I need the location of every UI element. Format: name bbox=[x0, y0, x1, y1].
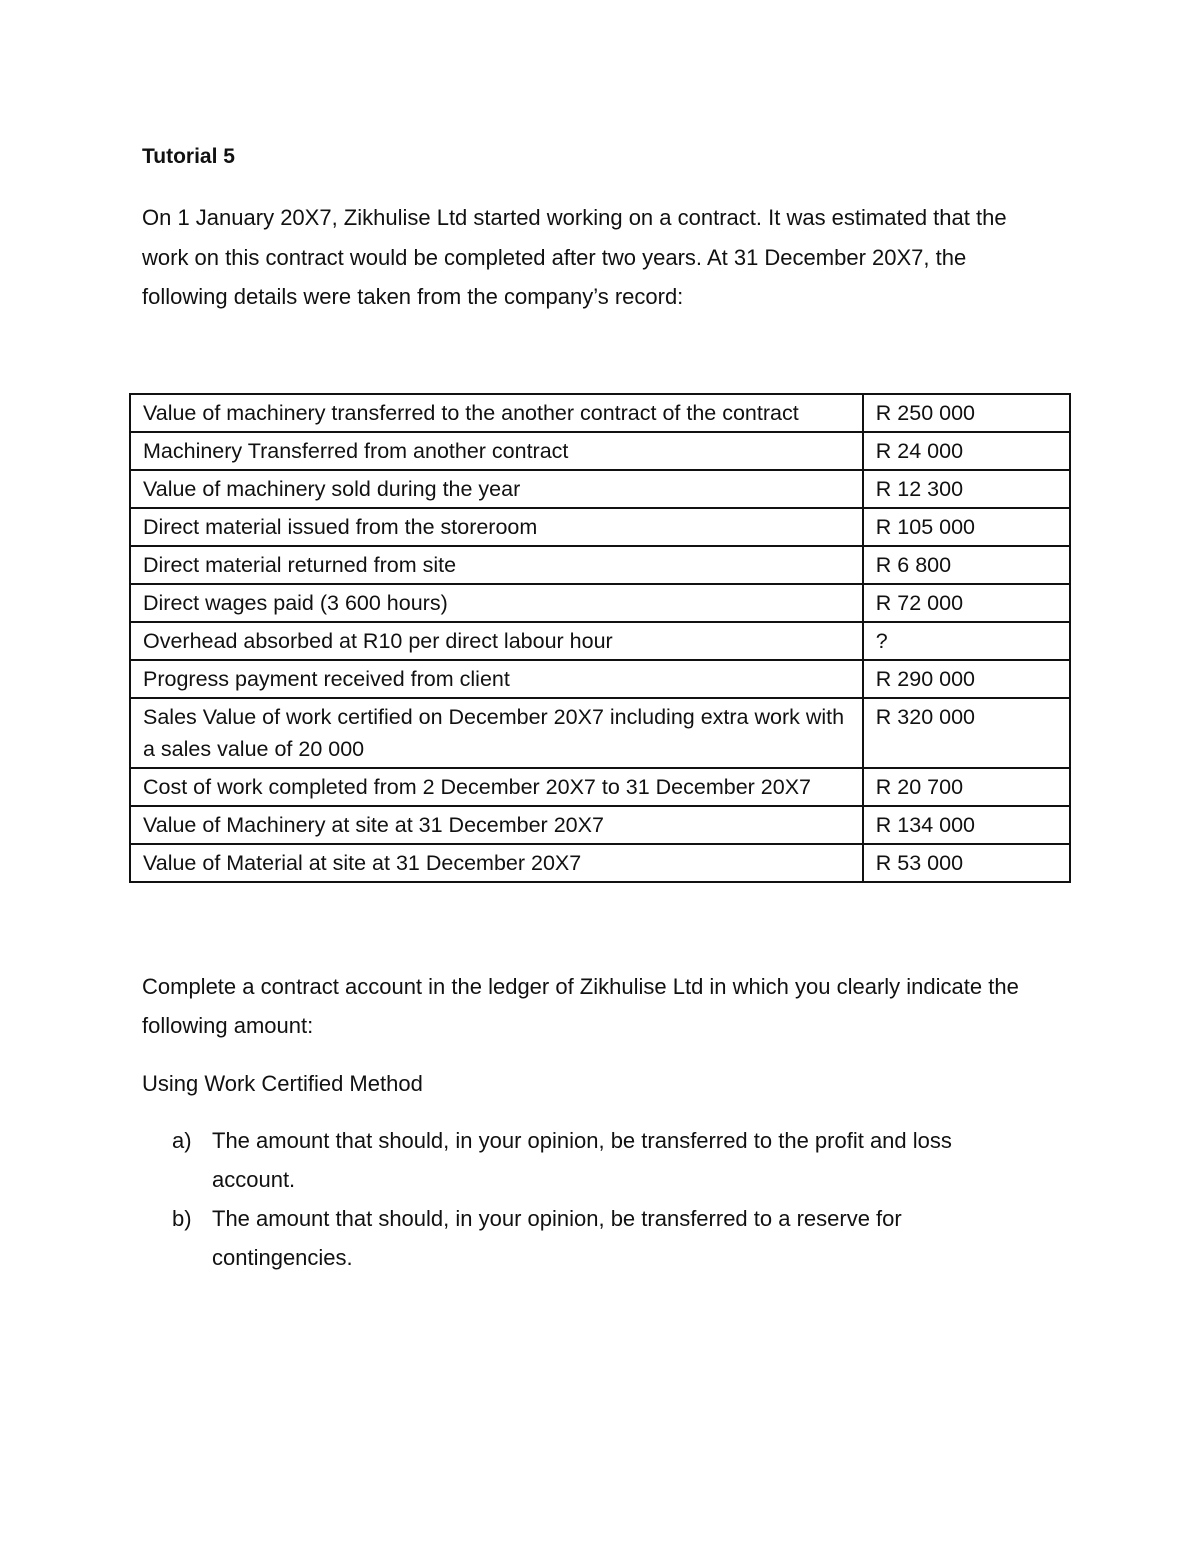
question-list bbox=[142, 1121, 1042, 1277]
row-description: Overhead absorbed at R10 per direct labour hour bbox=[130, 622, 863, 660]
method-line: Using Work Certified Method bbox=[142, 1071, 423, 1096]
table-row bbox=[130, 660, 1070, 698]
row-amount: R 6 800 bbox=[863, 546, 1070, 584]
question-text: The amount that should, in your opinion, be transferred to the profit and loss account. bbox=[212, 1128, 952, 1192]
row-description: Sales Value of work certified on December 20X7 including extra work with a sales value of 20 000 bbox=[130, 698, 863, 768]
list-item bbox=[142, 1199, 1042, 1277]
table-row bbox=[130, 698, 1070, 768]
question-marker: a) bbox=[172, 1128, 192, 1153]
row-amount: R 105 000 bbox=[863, 508, 1070, 546]
table-row bbox=[130, 622, 1070, 660]
row-description: Value of machinery transferred to the another contract of the contract bbox=[130, 394, 863, 432]
row-amount: R 24 000 bbox=[863, 432, 1070, 470]
row-description: Direct material issued from the storeroom bbox=[130, 508, 863, 546]
row-description: Value of Material at site at 31 December 20X7 bbox=[130, 844, 863, 882]
row-amount: ? bbox=[863, 622, 1070, 660]
intro-paragraph: On 1 January 20X7, Zikhulise Ltd started working on a contract. It was estimated that the work on this contract would be completed after two years. At 31 December 20X7, the following details were taken from the company’s record: bbox=[142, 205, 1007, 309]
row-amount: R 12 300 bbox=[863, 470, 1070, 508]
contract-details-table bbox=[129, 393, 1071, 883]
table-row bbox=[130, 546, 1070, 584]
table-row bbox=[130, 508, 1070, 546]
page-title: Tutorial 5 bbox=[142, 145, 235, 168]
row-amount: R 20 700 bbox=[863, 768, 1070, 806]
row-amount: R 134 000 bbox=[863, 806, 1070, 844]
table-row bbox=[130, 394, 1070, 432]
table-row bbox=[130, 584, 1070, 622]
table-row bbox=[130, 470, 1070, 508]
table-row bbox=[130, 806, 1070, 844]
question-marker: b) bbox=[172, 1206, 192, 1231]
row-amount: R 53 000 bbox=[863, 844, 1070, 882]
question-text: The amount that should, in your opinion, be transferred to a reserve for contingencies. bbox=[212, 1206, 902, 1270]
table-row bbox=[130, 432, 1070, 470]
row-amount: R 290 000 bbox=[863, 660, 1070, 698]
row-description: Cost of work completed from 2 December 20X7 to 31 December 20X7 bbox=[130, 768, 863, 806]
table-row bbox=[130, 844, 1070, 882]
row-amount: R 250 000 bbox=[863, 394, 1070, 432]
table-row bbox=[130, 768, 1070, 806]
row-description: Machinery Transferred from another contract bbox=[130, 432, 863, 470]
list-item bbox=[142, 1121, 1042, 1199]
row-description: Progress payment received from client bbox=[130, 660, 863, 698]
row-description: Direct material returned from site bbox=[130, 546, 863, 584]
row-description: Value of machinery sold during the year bbox=[130, 470, 863, 508]
row-amount: R 320 000 bbox=[863, 698, 1070, 768]
row-description: Direct wages paid (3 600 hours) bbox=[130, 584, 863, 622]
row-description: Value of Machinery at site at 31 December 20X7 bbox=[130, 806, 863, 844]
row-amount: R 72 000 bbox=[863, 584, 1070, 622]
instruction-paragraph: Complete a contract account in the ledger of Zikhulise Ltd in which you clearly indicate the following amount: bbox=[142, 974, 1019, 1038]
